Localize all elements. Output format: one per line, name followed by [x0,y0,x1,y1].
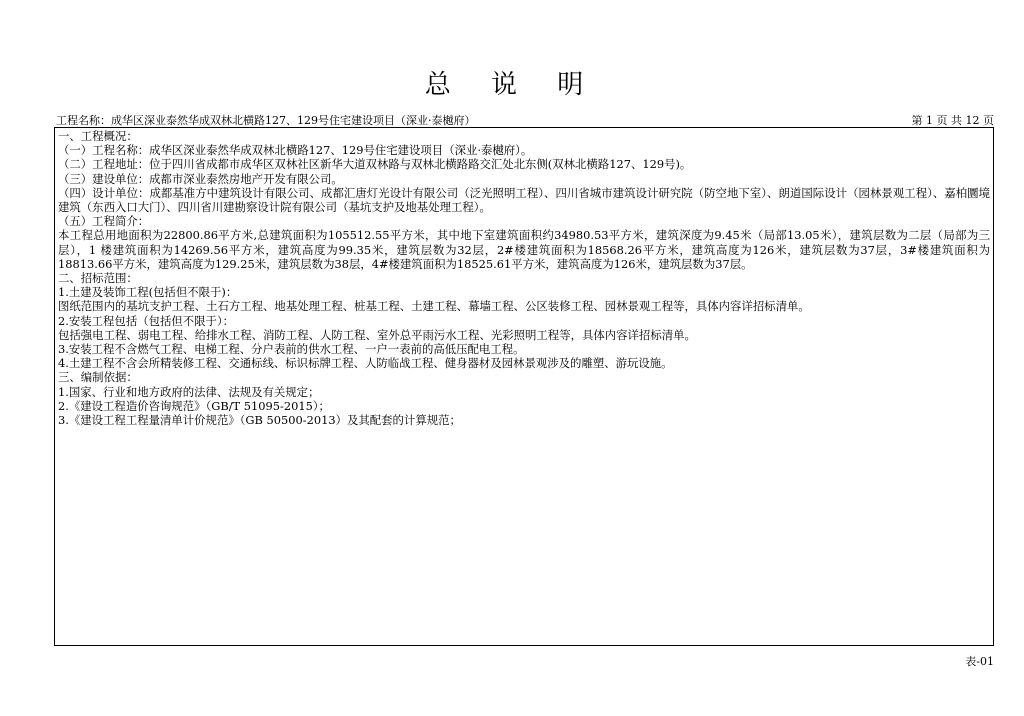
page-info: 第 1 页 共 12 页 [911,114,994,127]
section-heading-scope: 二、招标范围： [58,271,138,286]
project-address-line: （二）工程地址：位于四川省成都市成华区双林社区新华大道双林路与双林北横路路交汇处北东侧(双林北横路127、129号)。 [58,157,692,172]
basis-item-2: 2.《建设工程造价咨询规范》（GB/T 51095-2015）； [58,398,330,413]
section-heading-basis: 三、编制依据： [58,370,138,385]
scope-item-1-text: 图纸范围内的基坑支护工程、土石方工程、地基处理工程、桩基工程、土建工程、幕墙工程、公区装修工程、园林景观工程等，具体内容详招标清单。 [58,299,810,314]
table-number: 表-01 [965,655,994,668]
designer-line: （四）设计单位：成都基准方中建筑设计有限公司、成都汇唐灯光设计有限公司（泛光照明工程）、四川省城市建筑设计研究院（防空地下室）、朗道国际设计（园林景观工程）、嘉柏圜境建筑（东西入口大门）、四川省川建勘察设计院有限公司（基坑支护及地基处理工程）。 [58,185,990,215]
owner-line: （三）建设单位：成都市深业泰然房地产开发有限公司。 [58,171,343,186]
document-title: 总 说 明 [424,70,600,100]
section-heading-overview: 一、工程概况： [58,129,138,143]
basis-item-3: 3.《建设工程工程量清单计价规范》（GB 50500-2013）及其配套的计算规范； [58,413,461,428]
content-frame [54,127,994,646]
scope-item-2-heading: 2.安装工程包括（包括但不限于）： [58,313,235,328]
brief-heading: （五）工程简介： [58,214,150,229]
project-name-label: 工程名称：成华区深业泰然华成双林北横路127、129号住宅建设项目（深业·泰樾府） [56,114,476,127]
scope-item-3: 3.安装工程不含燃气工程、电梯工程、分户表前的供水工程、一户一表前的高低压配电工程。 [58,342,525,357]
scope-item-4: 4.土建工程不含会所精装修工程、交通标线、标识标牌工程、人防临战工程、健身器材及园林景观涉及的雕塑、游玩设施。 [58,356,673,371]
basis-item-1: 1.国家、行业和地方政府的法律、法规及有关规定； [58,384,320,399]
scope-item-1-heading: 1.土建及装饰工程(包括但不限于)： [58,285,238,300]
scope-item-2-text: 包括强电工程、弱电工程、给排水工程、消防工程、人防工程、室外总平雨污水工程、光彩照明工程等，具体内容详招标清单。 [58,327,696,342]
project-name-line: （一）工程名称：成华区深业泰然华成双林北横路127、129号住宅建设项目（深业·泰樾府）。 [58,143,533,158]
header-row [56,112,996,128]
brief-paragraph: 本工程总用地面积为22800.86平方米,总建筑面积为105512.55平方米，其中地下室建筑面积约34980.53平方米，建筑深度为9.45米（局部13.05米），建筑层数为二层（局部为三层），1 楼建筑面积为14269.56平方米，建筑高度为99.35米，建筑层数为32层，2#楼建筑面积为18568.26平方米，建筑高度为126米，建筑层数为37层，3#楼建筑面积为18813.66平方米，建筑高度为129.25米，建筑层数为38层，4#楼建筑面积为18525.61平方米，建筑高度为126米，建筑层数为37层。 [58,228,990,271]
description-body [58,129,990,427]
